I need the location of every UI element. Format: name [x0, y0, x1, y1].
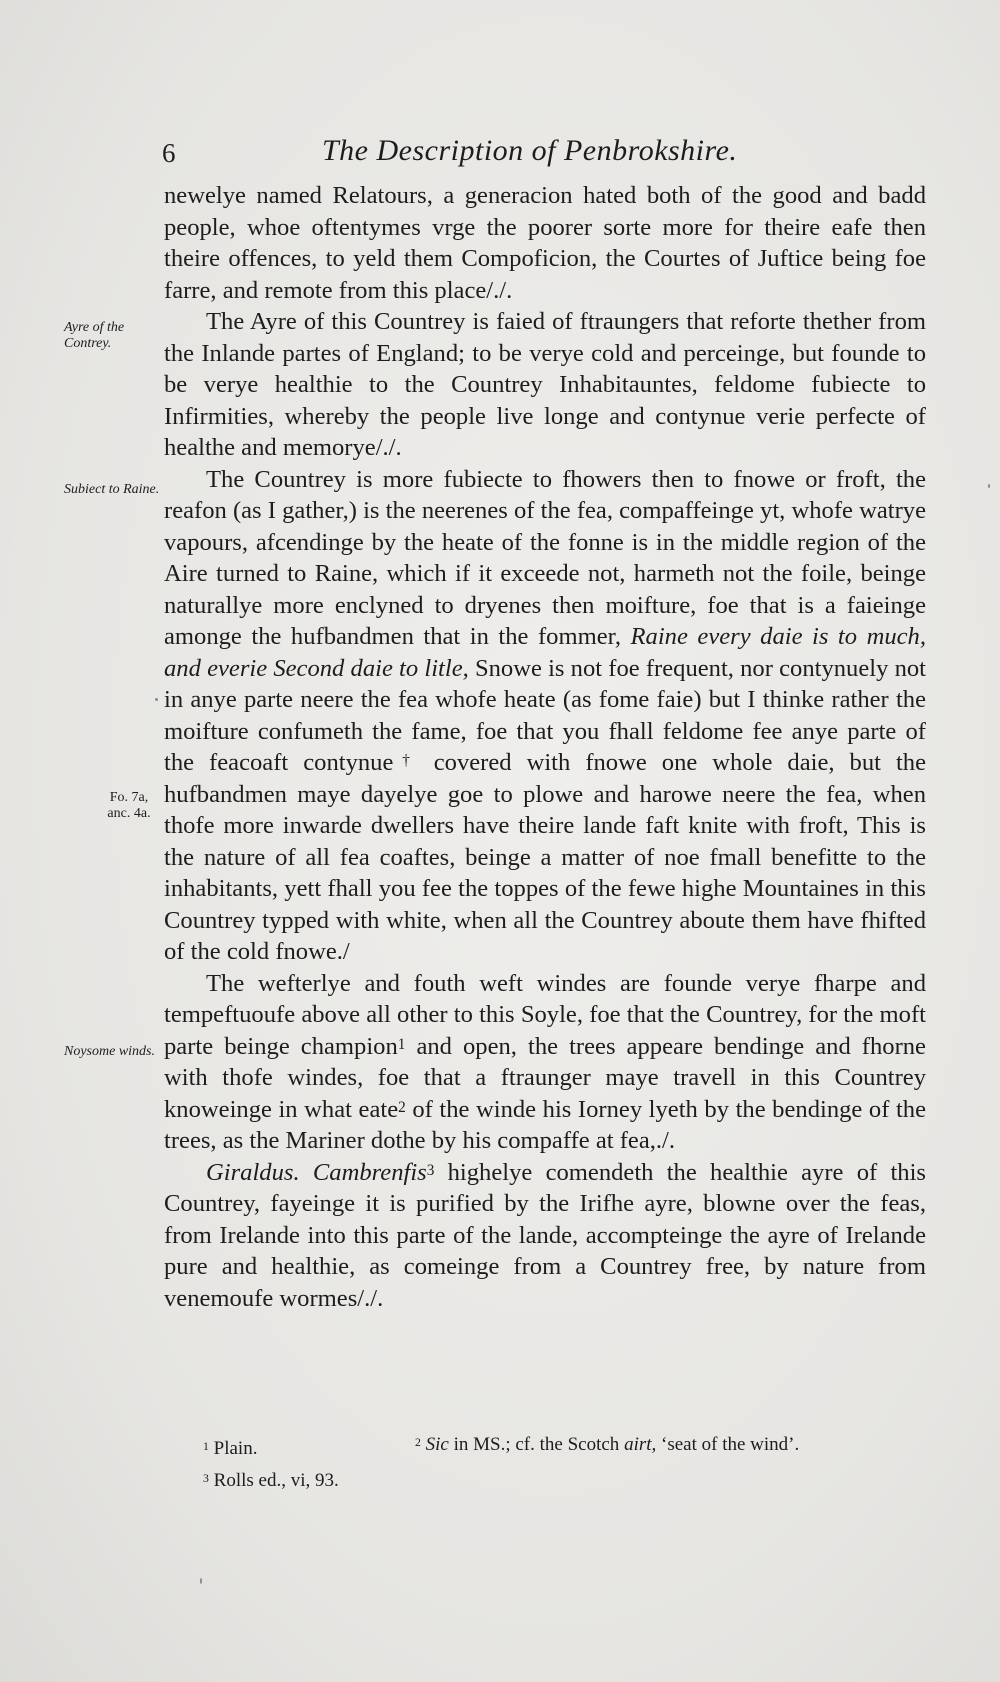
paper-speck [988, 484, 990, 488]
footnote-1 [203, 1434, 257, 1464]
footnote-3 [203, 1466, 339, 1496]
body-text [164, 180, 926, 1314]
paragraph-3-saying: Raine every daie is to much, and everie Second daie to litle, [164, 623, 926, 682]
footnote-3-text: Rolls ed., vi, 93. [213, 1470, 339, 1491]
footnote-2-number: 2 [415, 1436, 421, 1449]
paragraph-1: newelye named Relatours, a generacion hated both of the good and badd people, whoe oftentymes vrge the poorer sorte more for theire eafe then theire offences, to yeld them Compoficion, the Courtes of Juftice being foe farre, and remote from this place/./. [164, 182, 926, 304]
footnote-3-number: 3 [203, 1472, 209, 1485]
paragraph-5-text: highelye comendeth the healthie ayre of this Countrey, fayeinge it is purified by the Irifhe ayre, blowne over the feas, from Irelande into this parte of the lande, accompteinge the ayre of Irelande pure and healthie, as comeinge from a Countrey free, by nature from venemoufe wormes/./. [164, 1158, 926, 1312]
footnote-2-end: ‘seat of the wind’. [661, 1434, 800, 1455]
paragraph-4-text-a: The wefterlye and fouth weft windes are founde verye fharpe and tempeftuoufe above all other to this Soyle, foe that the Countrey, for the moft parte beinge champion [164, 969, 926, 1060]
paper-speck [200, 1578, 202, 1584]
paragraph-4-text-b: and open, the trees appeare bendinge and fhorne with thofe windes, foe that a ftraunger maye travell in this Countrey knoweinge in what eate [164, 1032, 926, 1123]
paragraph-4-text-c: of the winde his Iorney lyeth by the bendinge of the trees, as the Mariner dothe by his compaffe at fea,./. [164, 1095, 926, 1154]
footnote-1-text: Plain. [213, 1438, 258, 1459]
author-name: Giraldus. Cambrenfis [206, 1158, 427, 1186]
paper-speck [155, 698, 158, 701]
paragraph-4 [164, 968, 926, 1157]
margin-note-winds: Noysome winds. [64, 1044, 155, 1059]
running-title: The Description of Penbrokshire. [322, 134, 738, 167]
footnote-2 [415, 1430, 799, 1460]
footnote-1-number: 1 [203, 1440, 209, 1453]
footnote-ref-1: 1 [397, 1035, 406, 1053]
margin-note-ayre: Ayre of the Contrey. [64, 320, 125, 351]
paragraph-5 [164, 1157, 926, 1315]
paragraph-3 [164, 464, 926, 968]
footnote-2-airt: airt, [624, 1434, 657, 1455]
paragraph-2: The Ayre of this Countrey is faied of ftraungers that reforte thether from the Inlande partes of England; to be verye cold and perceinge, but founde to be verye healthie to the Countrey Inhabitauntes, feldome fubiecte to Infirmities, whereby the people live longe and contynue verie perfecte of healthe and memorye/./. [164, 308, 926, 461]
paragraph-3-text-b: Snowe is not foe frequent, nor contynuely not in anye parte neere the fea whofe heate (as fome faie) but I thinke rather the moifture confumeth the fame, foe that you fhall feldome fee anye parte of the feacoaft contynue [164, 654, 926, 776]
page-header [162, 134, 782, 174]
page-number: 6 [162, 138, 176, 168]
footnote-ref-3: 3 [426, 1161, 435, 1179]
footnote-ref-2: 2 [398, 1098, 406, 1116]
footnote-2-sic: Sic [425, 1434, 449, 1455]
dagger-mark: † [393, 752, 419, 769]
paragraph-3-text-c: covered with fnowe one whole daie, but the hufbandmen maye dayelye goe to plowe and harowe neere the fea, when thofe more inwarde dwellers have theire lande faft knite with froft, This is the nature of all fea coaftes, beinge a matter of noe fmall benefitte to the inhabitants, yett fhall you fee the toppes of the fewe highe Mountaines in this Countrey typped with white, when all the Countrey aboute them have fhifted of the cold fnowe./ [164, 749, 927, 965]
margin-note-folio: Fo. 7a, anc. 4a. [107, 790, 151, 821]
footnote-2-mid: in MS.; cf. the Scotch [453, 1434, 620, 1455]
paragraph-3-text-a: The Countrey is more fubiecte to fhowers then to fnowe or froft, the reafon (as I gather,) is the neerenes of the fea, compaffeinge yt, whofe watrye vapours, afcendinge by the heate of the fonne is in the middle region of the Aire turned to Raine, which if it exceede not, harmeth not the foile, beinge naturallye more enclyned to dryenes then moifture, foe that is a faieinge amonge the hufbandmen that in the fommer, [164, 465, 926, 650]
margin-note-raine: Subiect to Raine. [64, 482, 160, 497]
